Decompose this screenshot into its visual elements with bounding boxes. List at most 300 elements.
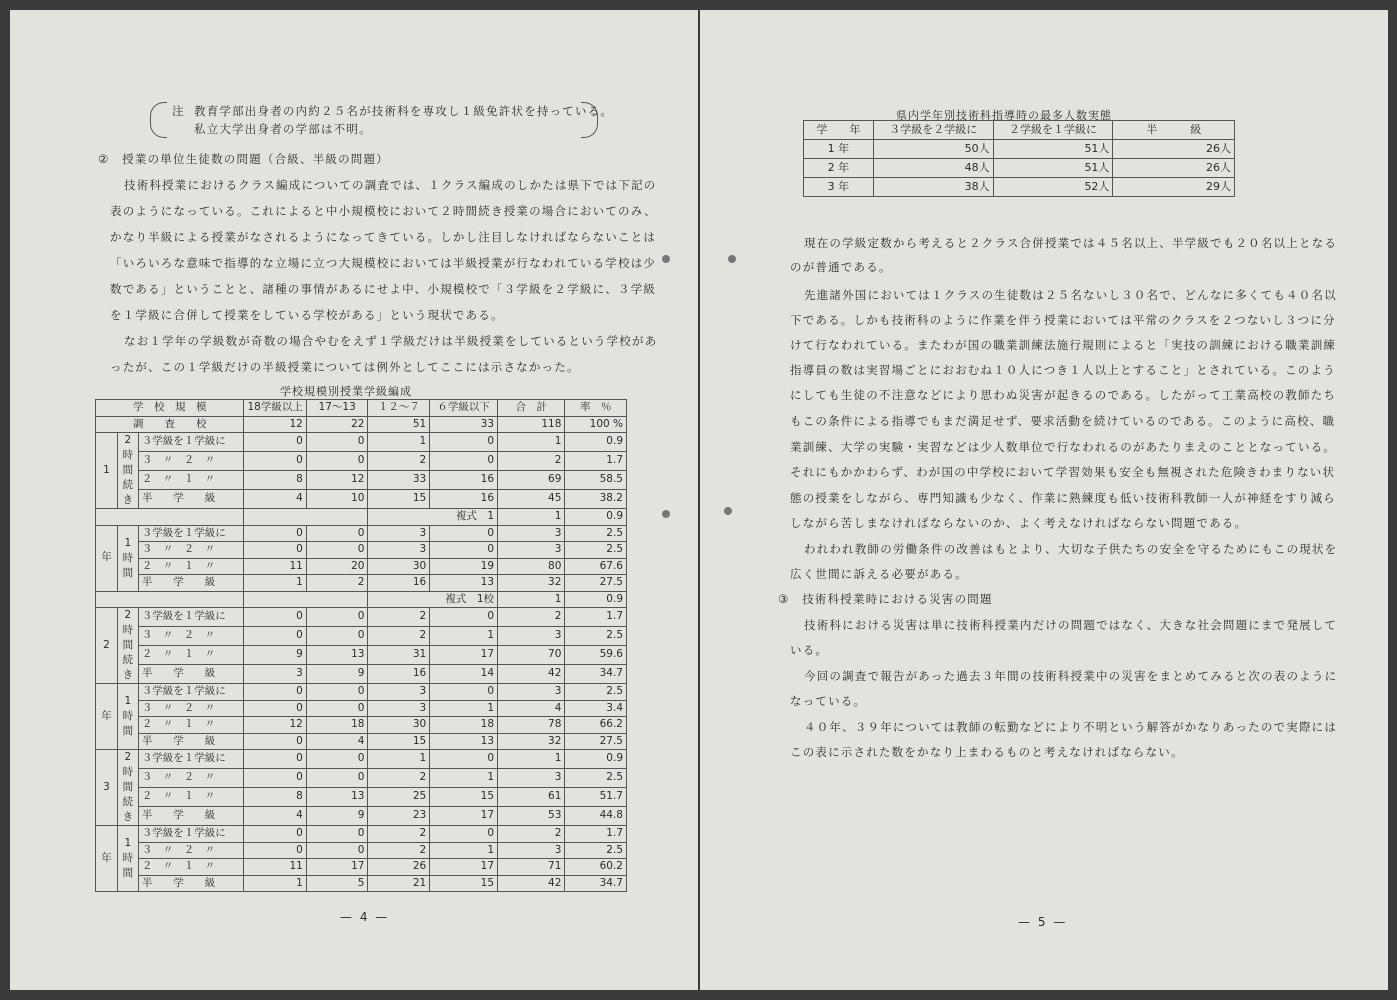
table-cell: 3 xyxy=(244,665,306,684)
note-box xyxy=(150,100,614,142)
note-label: 注 xyxy=(172,104,185,118)
table-cell: 19 xyxy=(430,558,498,575)
empty-cell xyxy=(244,591,368,608)
table-cell: 2 xyxy=(368,769,430,788)
table-cell: 2.5 xyxy=(565,769,627,788)
table-row xyxy=(96,608,627,627)
table-cell: 0 xyxy=(244,750,306,769)
table-cell: 30 xyxy=(368,558,430,575)
table-cell: 4 xyxy=(244,807,306,826)
table-row xyxy=(96,750,627,769)
table-cell: 0 xyxy=(430,826,498,843)
empty-cell xyxy=(96,591,244,608)
table-cell: 51人 xyxy=(993,159,1113,178)
table-cell: 0 xyxy=(244,608,306,627)
type-label: 2時間続き xyxy=(117,750,138,826)
table-cell: 0 xyxy=(244,842,306,859)
type-label: 2時間続き xyxy=(117,433,138,509)
text-line: いる。 xyxy=(790,643,829,657)
row-label: ３学級を１学級に xyxy=(138,684,244,701)
table-cell: 33 xyxy=(430,416,498,433)
fukushiki-row xyxy=(96,509,627,526)
header-cell: 合 計 xyxy=(498,400,565,417)
table-cell: 17 xyxy=(430,859,498,876)
table-cell: 1.7 xyxy=(565,826,627,843)
header-cell: 18学級以上 xyxy=(244,400,306,417)
table-cell: 0 xyxy=(306,542,368,559)
table-cell: 1 xyxy=(430,700,498,717)
note-line-1: 教育学部出身者の内約２５名が技術科を専攻し１級免許状を持っている。 xyxy=(194,104,614,118)
table-cell: 3 xyxy=(368,700,430,717)
table-cell: 1 xyxy=(430,842,498,859)
table-cell: 2 年 xyxy=(804,159,874,178)
binding-hole xyxy=(728,255,736,263)
table-cell: 1 xyxy=(368,433,430,452)
table-cell: 0 xyxy=(306,750,368,769)
binding-hole xyxy=(724,507,732,515)
table-cell: 0 xyxy=(306,684,368,701)
table-cell: 2 xyxy=(368,826,430,843)
table-cell: 0 xyxy=(244,627,306,646)
table-cell: 42 xyxy=(498,665,565,684)
table-cell: 11 xyxy=(244,558,306,575)
table-cell: 2.5 xyxy=(565,542,627,559)
table-cell: 2 xyxy=(368,627,430,646)
table-cell: 2.5 xyxy=(565,627,627,646)
row-label: ３学級を１学級に xyxy=(138,608,244,627)
table-row xyxy=(96,684,627,701)
table-row xyxy=(96,433,627,452)
table-cell: 30 xyxy=(368,717,430,734)
max-students-table xyxy=(803,120,1235,197)
table-cell: 0.9 xyxy=(565,591,627,608)
type-label: 2時間続き xyxy=(117,608,138,684)
table-cell: 0.9 xyxy=(565,750,627,769)
table-cell: 1 xyxy=(244,875,306,892)
grade-label: 年 xyxy=(96,525,118,591)
table-cell: 2 xyxy=(368,608,430,627)
table-row xyxy=(804,159,1235,178)
text-line: を１学級に合併して授業をしている学校がある」という現状である。 xyxy=(110,308,504,322)
survey-row xyxy=(96,416,627,433)
table-cell: 51.7 xyxy=(565,788,627,807)
table-row xyxy=(804,178,1235,197)
table-cell: 9 xyxy=(306,665,368,684)
table-row xyxy=(96,665,627,684)
table-row xyxy=(96,471,627,490)
table-cell: 0 xyxy=(244,769,306,788)
table-row xyxy=(96,525,627,542)
text-line: 技術科における災害は単に技術科授業内だけの問題ではなく、大きな社会問題にまで発展して xyxy=(804,618,1338,632)
table-cell: 15 xyxy=(368,733,430,750)
table-row xyxy=(804,140,1235,159)
table-cell: 2 xyxy=(368,842,430,859)
table-cell: 26人 xyxy=(1113,159,1235,178)
row-label: 半 学 級 xyxy=(138,733,244,750)
table-cell: 27.5 xyxy=(565,575,627,592)
table-cell: 71 xyxy=(498,859,565,876)
table-row xyxy=(96,733,627,750)
header-cell: ３学級を２学級に xyxy=(873,121,993,140)
text-line: もこの条件による指導でもまだ満足せず、要求活動を続けているのである。このように高校、職 xyxy=(790,414,1336,428)
text-line: 現在の学級定数から考えると２クラス合併授業では４５名以上、半学級でも２０名以上となる xyxy=(804,236,1338,250)
table-cell: 3 xyxy=(498,525,565,542)
table-cell: 15 xyxy=(368,490,430,509)
table-cell: 1.7 xyxy=(565,608,627,627)
row-label: ２ 〃 １ 〃 xyxy=(138,859,244,876)
binding-hole xyxy=(662,255,670,263)
table-cell: 3 xyxy=(498,542,565,559)
table-cell: 59.6 xyxy=(565,646,627,665)
table-cell: 4 xyxy=(306,733,368,750)
text-line: しながら苦しまなければならないのか、よく考えなければならない問題である。 xyxy=(790,516,1248,530)
table-cell: 0 xyxy=(430,542,498,559)
table-cell: 51人 xyxy=(993,140,1113,159)
table-cell: 2.5 xyxy=(565,684,627,701)
left-page xyxy=(10,10,698,990)
table-cell: 18 xyxy=(430,717,498,734)
grade-body xyxy=(96,433,627,892)
table-cell: 38人 xyxy=(873,178,993,197)
table-cell: 1 xyxy=(244,575,306,592)
table-cell: 1 xyxy=(498,509,565,526)
table-cell: 42 xyxy=(498,875,565,892)
table-row xyxy=(96,452,627,471)
table-cell: 3 xyxy=(368,542,430,559)
table-cell: 25 xyxy=(368,788,430,807)
table-cell: 5 xyxy=(306,875,368,892)
right-table-caption: 県内学年別技術科指導時の最多人数実態 xyxy=(896,109,1112,122)
table-row xyxy=(96,769,627,788)
table-cell: 33 xyxy=(368,471,430,490)
header-cell: 学 校 規 模 xyxy=(96,400,244,417)
row-label: 半 学 級 xyxy=(138,807,244,826)
table-cell: 2.5 xyxy=(565,525,627,542)
text-line: けて行なわれている。またわが国の職業訓練法施行規則によると「実技の訓練における職業訓練 xyxy=(790,338,1337,352)
table-row xyxy=(96,490,627,509)
table-cell: 3 xyxy=(368,684,430,701)
table-cell: 3.4 xyxy=(565,700,627,717)
table-cell: 0 xyxy=(306,842,368,859)
table-cell: 0 xyxy=(430,433,498,452)
table-cell: 70 xyxy=(498,646,565,665)
right-page xyxy=(700,10,1388,990)
table-cell: 1 年 xyxy=(804,140,874,159)
table-cell: 0 xyxy=(244,452,306,471)
table-cell: 0 xyxy=(430,525,498,542)
table-row xyxy=(96,575,627,592)
table-cell: 0 xyxy=(244,525,306,542)
table-cell: 0 xyxy=(244,826,306,843)
table-cell: 51 xyxy=(368,416,430,433)
fukushiki-row xyxy=(96,591,627,608)
row-label: ３学級を１学級に xyxy=(138,433,244,452)
text-line: 指導員の数は実習場ごとにおおむね１０人につき１人以上とすること」とされている。このよう xyxy=(790,363,1336,377)
table-cell: 26 xyxy=(368,859,430,876)
table-cell: 3 xyxy=(498,627,565,646)
fukushiki-label: 複式 1 xyxy=(368,509,498,526)
table-cell: 38.2 xyxy=(565,490,627,509)
row-label: ３学級を１学級に xyxy=(138,826,244,843)
table-cell: 0 xyxy=(306,826,368,843)
table-cell: 1 xyxy=(498,591,565,608)
table-cell: 12 xyxy=(244,717,306,734)
table-header-row xyxy=(804,121,1235,140)
table-cell: 53 xyxy=(498,807,565,826)
text-line: ったが、この１学級だけの半級授業については例外としてここには示さなかった。 xyxy=(110,360,580,374)
table-row xyxy=(96,717,627,734)
row-label: ３学級を１学級に xyxy=(138,750,244,769)
row-label: ２ 〃 １ 〃 xyxy=(138,646,244,665)
table-cell: 20 xyxy=(306,558,368,575)
header-cell: 学 年 xyxy=(804,121,874,140)
text-line: 業訓練、大学の実験・実習などは少人数単位で行なわれるのがあたりまえのこととなっている。 xyxy=(790,440,1337,454)
table-cell: 15 xyxy=(430,875,498,892)
row-label: ３ 〃 ２ 〃 xyxy=(138,452,244,471)
table-cell: 0 xyxy=(306,452,368,471)
table-cell: 0.9 xyxy=(565,433,627,452)
survey-label: 調 査 校 xyxy=(96,416,244,433)
text-line: それにもかかわらず、わが国の中学校において学習効果も安全も無視された危険きわまりない状 xyxy=(790,465,1336,479)
table-cell: 44.8 xyxy=(565,807,627,826)
grade-label: 2 xyxy=(96,608,118,684)
text-line: なお１学年の学級数が奇数の場合やむをえず１学級だけは半級授業をしているという学校があ xyxy=(124,334,658,348)
table-cell: 4 xyxy=(498,700,565,717)
table-cell: 16 xyxy=(430,490,498,509)
row-label: ２ 〃 １ 〃 xyxy=(138,558,244,575)
table-cell: 9 xyxy=(244,646,306,665)
table-cell: 0 xyxy=(244,542,306,559)
table-row xyxy=(96,700,627,717)
table-cell: 0 xyxy=(306,525,368,542)
row-label: ２ 〃 １ 〃 xyxy=(138,717,244,734)
table-cell: 1.7 xyxy=(565,452,627,471)
header-cell: 半 級 xyxy=(1113,121,1235,140)
row-label: ３ 〃 ２ 〃 xyxy=(138,700,244,717)
table-cell: 60.2 xyxy=(565,859,627,876)
table-cell: 17 xyxy=(430,646,498,665)
table-cell: 9 xyxy=(306,807,368,826)
table-cell: 8 xyxy=(244,788,306,807)
table-cell: 2.5 xyxy=(565,842,627,859)
table-cell: 118 xyxy=(498,416,565,433)
table-cell: 17 xyxy=(306,859,368,876)
text-line: かなり半級による授業がなされるようになってきている。しかし注目しなければならないことは xyxy=(110,230,657,244)
table-cell: 80 xyxy=(498,558,565,575)
table-cell: 0 xyxy=(430,608,498,627)
table-cell: 3 xyxy=(498,842,565,859)
type-label: 1時間 xyxy=(117,826,138,892)
table-cell: 3 年 xyxy=(804,178,874,197)
table-cell: 26人 xyxy=(1113,140,1235,159)
row-label: ３ 〃 ２ 〃 xyxy=(138,769,244,788)
table-cell: 58.5 xyxy=(565,471,627,490)
table-cell: 13 xyxy=(430,733,498,750)
table-cell: 8 xyxy=(244,471,306,490)
table-cell: 1 xyxy=(498,433,565,452)
text-line: 下である。しかも技術科のように作業を伴う授業においては平常のクラスを２つないし３つに分 xyxy=(790,313,1336,327)
table-row xyxy=(96,542,627,559)
table-cell: 16 xyxy=(430,471,498,490)
table-row xyxy=(96,788,627,807)
table-row xyxy=(96,646,627,665)
note-line-2: 私立大学出身者の学部は不明。 xyxy=(194,122,372,136)
table-cell: 0 xyxy=(244,700,306,717)
section-3-heading: ③ 技術科授業時における災害の問題 xyxy=(778,592,993,606)
text-line: 「いろいろな意味で指導的な立場に立つ大規模校においては半級授業が行なわれている学校は少 xyxy=(110,256,657,270)
table-cell: 0 xyxy=(306,433,368,452)
type-label: 1時間 xyxy=(117,684,138,750)
table-row xyxy=(96,842,627,859)
table-cell: 69 xyxy=(498,471,565,490)
row-label: 半 学 級 xyxy=(138,665,244,684)
table-cell: 22 xyxy=(306,416,368,433)
table-cell: 2 xyxy=(498,608,565,627)
table-cell: 2 xyxy=(306,575,368,592)
table-cell: 34.7 xyxy=(565,875,627,892)
empty-cell xyxy=(96,509,244,526)
table-cell: 67.6 xyxy=(565,558,627,575)
grade-label: 3 xyxy=(96,750,118,826)
grade-label: 年 xyxy=(96,684,118,750)
row-label: ３学級を１学級に xyxy=(138,525,244,542)
table-cell: 1 xyxy=(498,750,565,769)
table-header-row xyxy=(96,400,627,417)
table-cell: 0 xyxy=(306,700,368,717)
text-line: 数である」ということと、諸種の事情があるにせよ中、小規模校で「３学級を２学級に、３学級 xyxy=(110,282,657,296)
text-line: 先進諸外国においては１クラスの生徒数は２５名ないし３０名で、どんなに多くても４０名以 xyxy=(804,288,1337,302)
table-cell: 48人 xyxy=(873,159,993,178)
table-cell: 34.7 xyxy=(565,665,627,684)
text-line: 広く世間に訴える必要がある。 xyxy=(790,567,968,581)
table-cell: 0 xyxy=(244,733,306,750)
left-bracket xyxy=(150,102,167,138)
table-cell: 32 xyxy=(498,733,565,750)
table-cell: 0.9 xyxy=(565,509,627,526)
table-cell: 4 xyxy=(244,490,306,509)
table-cell: 0 xyxy=(306,608,368,627)
binding-hole xyxy=(662,510,670,518)
table-cell: 52人 xyxy=(993,178,1113,197)
page-number-right: — 5 — xyxy=(1018,915,1068,929)
table-cell: 3 xyxy=(498,769,565,788)
header-cell: ６学級以下 xyxy=(430,400,498,417)
table-cell: 27.5 xyxy=(565,733,627,750)
table-row xyxy=(96,859,627,876)
table-cell: 0 xyxy=(244,684,306,701)
table-cell: 0 xyxy=(306,769,368,788)
table-cell: 0 xyxy=(244,433,306,452)
class-formation-table xyxy=(95,399,627,892)
grade-label: 1 xyxy=(96,433,118,509)
page-number-left: — 4 — xyxy=(340,910,390,924)
table-cell: 1 xyxy=(368,750,430,769)
table-cell: 2 xyxy=(368,452,430,471)
table-cell: 23 xyxy=(368,807,430,826)
text-line: のが普通である。 xyxy=(790,260,892,274)
table-cell: 12 xyxy=(306,471,368,490)
row-label: 半 学 級 xyxy=(138,490,244,509)
table-cell: 0 xyxy=(430,684,498,701)
table-cell: 1 xyxy=(430,769,498,788)
text-line: にしても生徒の不注意などにより思わぬ災害が起きるのである。したがって工業高校の教師たち xyxy=(790,388,1337,402)
table-caption: 学校規模別授業学級編成 xyxy=(280,385,412,398)
text-line: なっている。 xyxy=(790,694,867,708)
table-cell: 10 xyxy=(306,490,368,509)
header-cell: １２〜７ xyxy=(368,400,430,417)
table-cell: 16 xyxy=(368,575,430,592)
empty-cell xyxy=(244,509,368,526)
text-line: 表のようになっている。これによると中小規模校において２時間続き授業の場合においてのみ、 xyxy=(110,204,657,218)
table-cell: 13 xyxy=(306,646,368,665)
table-cell: 78 xyxy=(498,717,565,734)
row-label: ２ 〃 １ 〃 xyxy=(138,471,244,490)
table-cell: 32 xyxy=(498,575,565,592)
table-cell: 2 xyxy=(498,826,565,843)
table-cell: 3 xyxy=(498,684,565,701)
text-line: われわれ教師の労働条件の改善はもとより、大切な子供たちの安全を守るためにもこの現状を xyxy=(804,542,1338,556)
text-line: 態の授業をしながら、専門知識も少なく、作業に熟練度も低い技術科教師一人が神経をすり減ら xyxy=(790,491,1336,505)
table-cell: 0 xyxy=(306,627,368,646)
text-line: この表に示された数をかなり上まわるものと考えなければならない。 xyxy=(790,745,1184,759)
table-cell: 29人 xyxy=(1113,178,1235,197)
fukushiki-label: 複式 1校 xyxy=(368,591,498,608)
table-cell: 21 xyxy=(368,875,430,892)
table-row xyxy=(96,826,627,843)
table-cell: 100 % xyxy=(565,416,627,433)
table-cell: 0 xyxy=(430,750,498,769)
table-cell: 31 xyxy=(368,646,430,665)
text-line: 技術科授業におけるクラス編成についての調査では、１クラス編成のしかたは県下では下記の xyxy=(124,178,657,192)
row-label: ３ 〃 ２ 〃 xyxy=(138,842,244,859)
table-cell: 45 xyxy=(498,490,565,509)
table-cell: 61 xyxy=(498,788,565,807)
table-row xyxy=(96,627,627,646)
table-cell: 1 xyxy=(430,627,498,646)
table-cell: 2 xyxy=(498,452,565,471)
table-cell: 66.2 xyxy=(565,717,627,734)
header-cell: 17〜13 xyxy=(306,400,368,417)
text-line: 今回の調査で報告があった過去３年間の技術科授業中の災害をまとめてみると次の表のように xyxy=(804,669,1338,683)
type-label: 1時間 xyxy=(117,525,138,591)
row-label: 半 学 級 xyxy=(138,575,244,592)
row-label: 半 学 級 xyxy=(138,875,244,892)
table-cell: 11 xyxy=(244,859,306,876)
table-cell: 17 xyxy=(430,807,498,826)
table-cell: 3 xyxy=(368,525,430,542)
table-cell: 16 xyxy=(368,665,430,684)
grade-label: 年 xyxy=(96,826,118,892)
table-cell: 12 xyxy=(244,416,306,433)
section-2-heading: ② 授業の単位生徒数の問題（合級、半級の問題） xyxy=(98,152,389,166)
row-label: ３ 〃 ２ 〃 xyxy=(138,627,244,646)
header-cell: ２学級を１学級に xyxy=(993,121,1113,140)
table-row xyxy=(96,875,627,892)
table-cell: 18 xyxy=(306,717,368,734)
text-line: ４０年、３９年については教師の転勤などにより不明という解答がかなりあったので実際には xyxy=(804,720,1338,734)
row-label: ２ 〃 １ 〃 xyxy=(138,788,244,807)
row-label: ３ 〃 ２ 〃 xyxy=(138,542,244,559)
header-cell: 率 ％ xyxy=(565,400,627,417)
table-cell: 13 xyxy=(430,575,498,592)
table-cell: 0 xyxy=(430,452,498,471)
table-row xyxy=(96,807,627,826)
table-cell: 50人 xyxy=(873,140,993,159)
table-row xyxy=(96,558,627,575)
table-cell: 15 xyxy=(430,788,498,807)
table-cell: 14 xyxy=(430,665,498,684)
table-cell: 13 xyxy=(306,788,368,807)
